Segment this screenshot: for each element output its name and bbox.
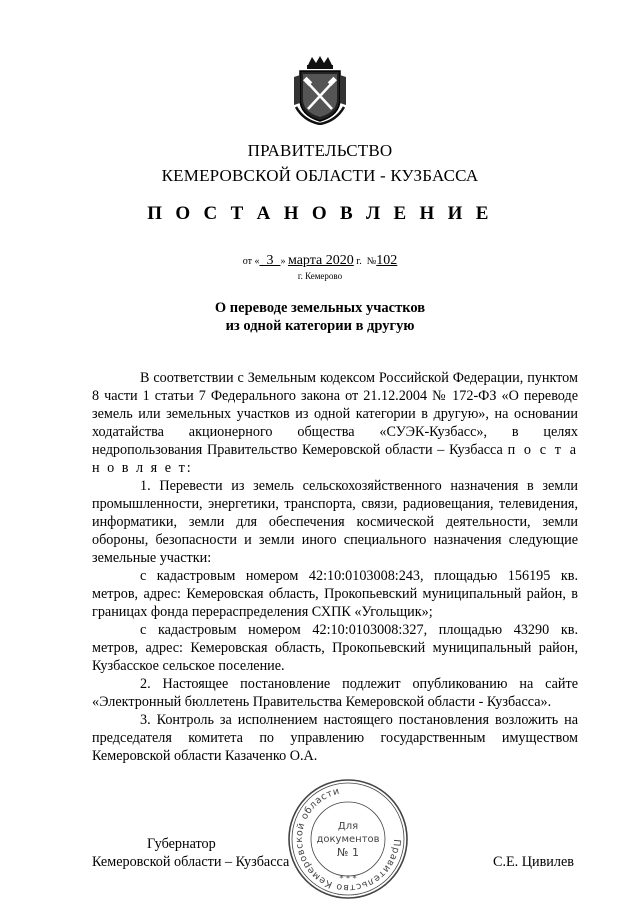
- stamp-line-1: Для: [337, 821, 359, 832]
- stamp-ring-text: Правительство Кемеровской области: [293, 785, 403, 894]
- government-title: ПРАВИТЕЛЬСТВО: [247, 141, 393, 160]
- document-body: [92, 369, 578, 765]
- date-line: [0, 253, 640, 269]
- document-type-heading: П О С Т А Н О В Л Е Н И Е: [147, 203, 493, 224]
- postanovlyaet-word: п о с т а н о в л я е т:: [92, 442, 579, 476]
- stamp-line-2: документов: [316, 834, 380, 845]
- signer-title: Губернатор: [147, 836, 216, 852]
- subject-line-2: из одной категории в другую: [225, 318, 415, 334]
- plot-2-paragraph: с кадастровым номером 42:10:0103008:327, площадью 43290 кв. метров, адрес: Кемеровская область, Прокопьевский муниципальный район, Кузбасское сельское поселение.: [92, 622, 578, 674]
- item-3-paragraph: 3. Контроль за исполнением настоящего постановления возложить на председателя комитета по управлению государственным имуществом Кемеровской области Казаченко О.А.: [92, 712, 578, 764]
- item-2-paragraph: 2. Настоящее постановление подлежит опубликованию на сайте «Электронный бюллетень Правительства Кемеровской области - Кузбасса».: [92, 676, 578, 710]
- plot-1-paragraph: с кадастровым номером 42:10:0103008:243, площадью 156195 кв. метров, адрес: Кемеровская область, Прокопьевский муниципальный район, в границах фонда перераспределения СХПК «Угольщик»;: [92, 568, 578, 620]
- date-day: 3: [266, 253, 274, 268]
- city-label: г. Кемерово: [297, 271, 343, 281]
- date-day-close: »: [280, 256, 286, 267]
- number-prefix: №: [366, 256, 377, 267]
- date-month-year: марта 2020: [287, 253, 354, 268]
- date-prefix: от «: [242, 256, 260, 267]
- region-title: КЕМЕРОВСКОЙ ОБЛАСТИ - КУЗБАССА: [161, 166, 479, 185]
- official-stamp: [286, 777, 410, 901]
- subject-line-1: О переводе земельных участков: [214, 300, 426, 316]
- item-1-paragraph: 1. Перевести из земель сельскохозяйственного назначения в земли промышленности, энергетики, транспорта, связи, радиовещания, телевидения, информатики, земли для обеспечения космической деятельности, земли обороны, безопасности и земли иного специального назначения следующие земельные участки:: [92, 478, 578, 566]
- date-year-suffix: г.: [356, 256, 362, 267]
- signer-region: Кемеровской области – Кузбасса: [92, 854, 290, 870]
- stamp-line-3: № 1: [337, 846, 359, 859]
- preamble-paragraph: В соответствии с Земельным кодексом Российской Федерации, пунктом 8 части 1 статьи 7 Федерального закона от 21.12.2004 № 172-ФЗ «О переводе земель или земельных участков из одной категории в другую», на основании ходатайства акционерного общества «СУЭК-Кузбасс», в целях недропользования Правительство Кемеровской области – Кузбасса п о с т а н о в л я е т:: [92, 370, 579, 476]
- svg-text:* * *: * * *: [339, 874, 357, 883]
- signer-name: С.Е. Цивилев: [493, 854, 574, 870]
- document-number: 102: [376, 253, 398, 268]
- coat-of-arms-emblem: [290, 55, 350, 125]
